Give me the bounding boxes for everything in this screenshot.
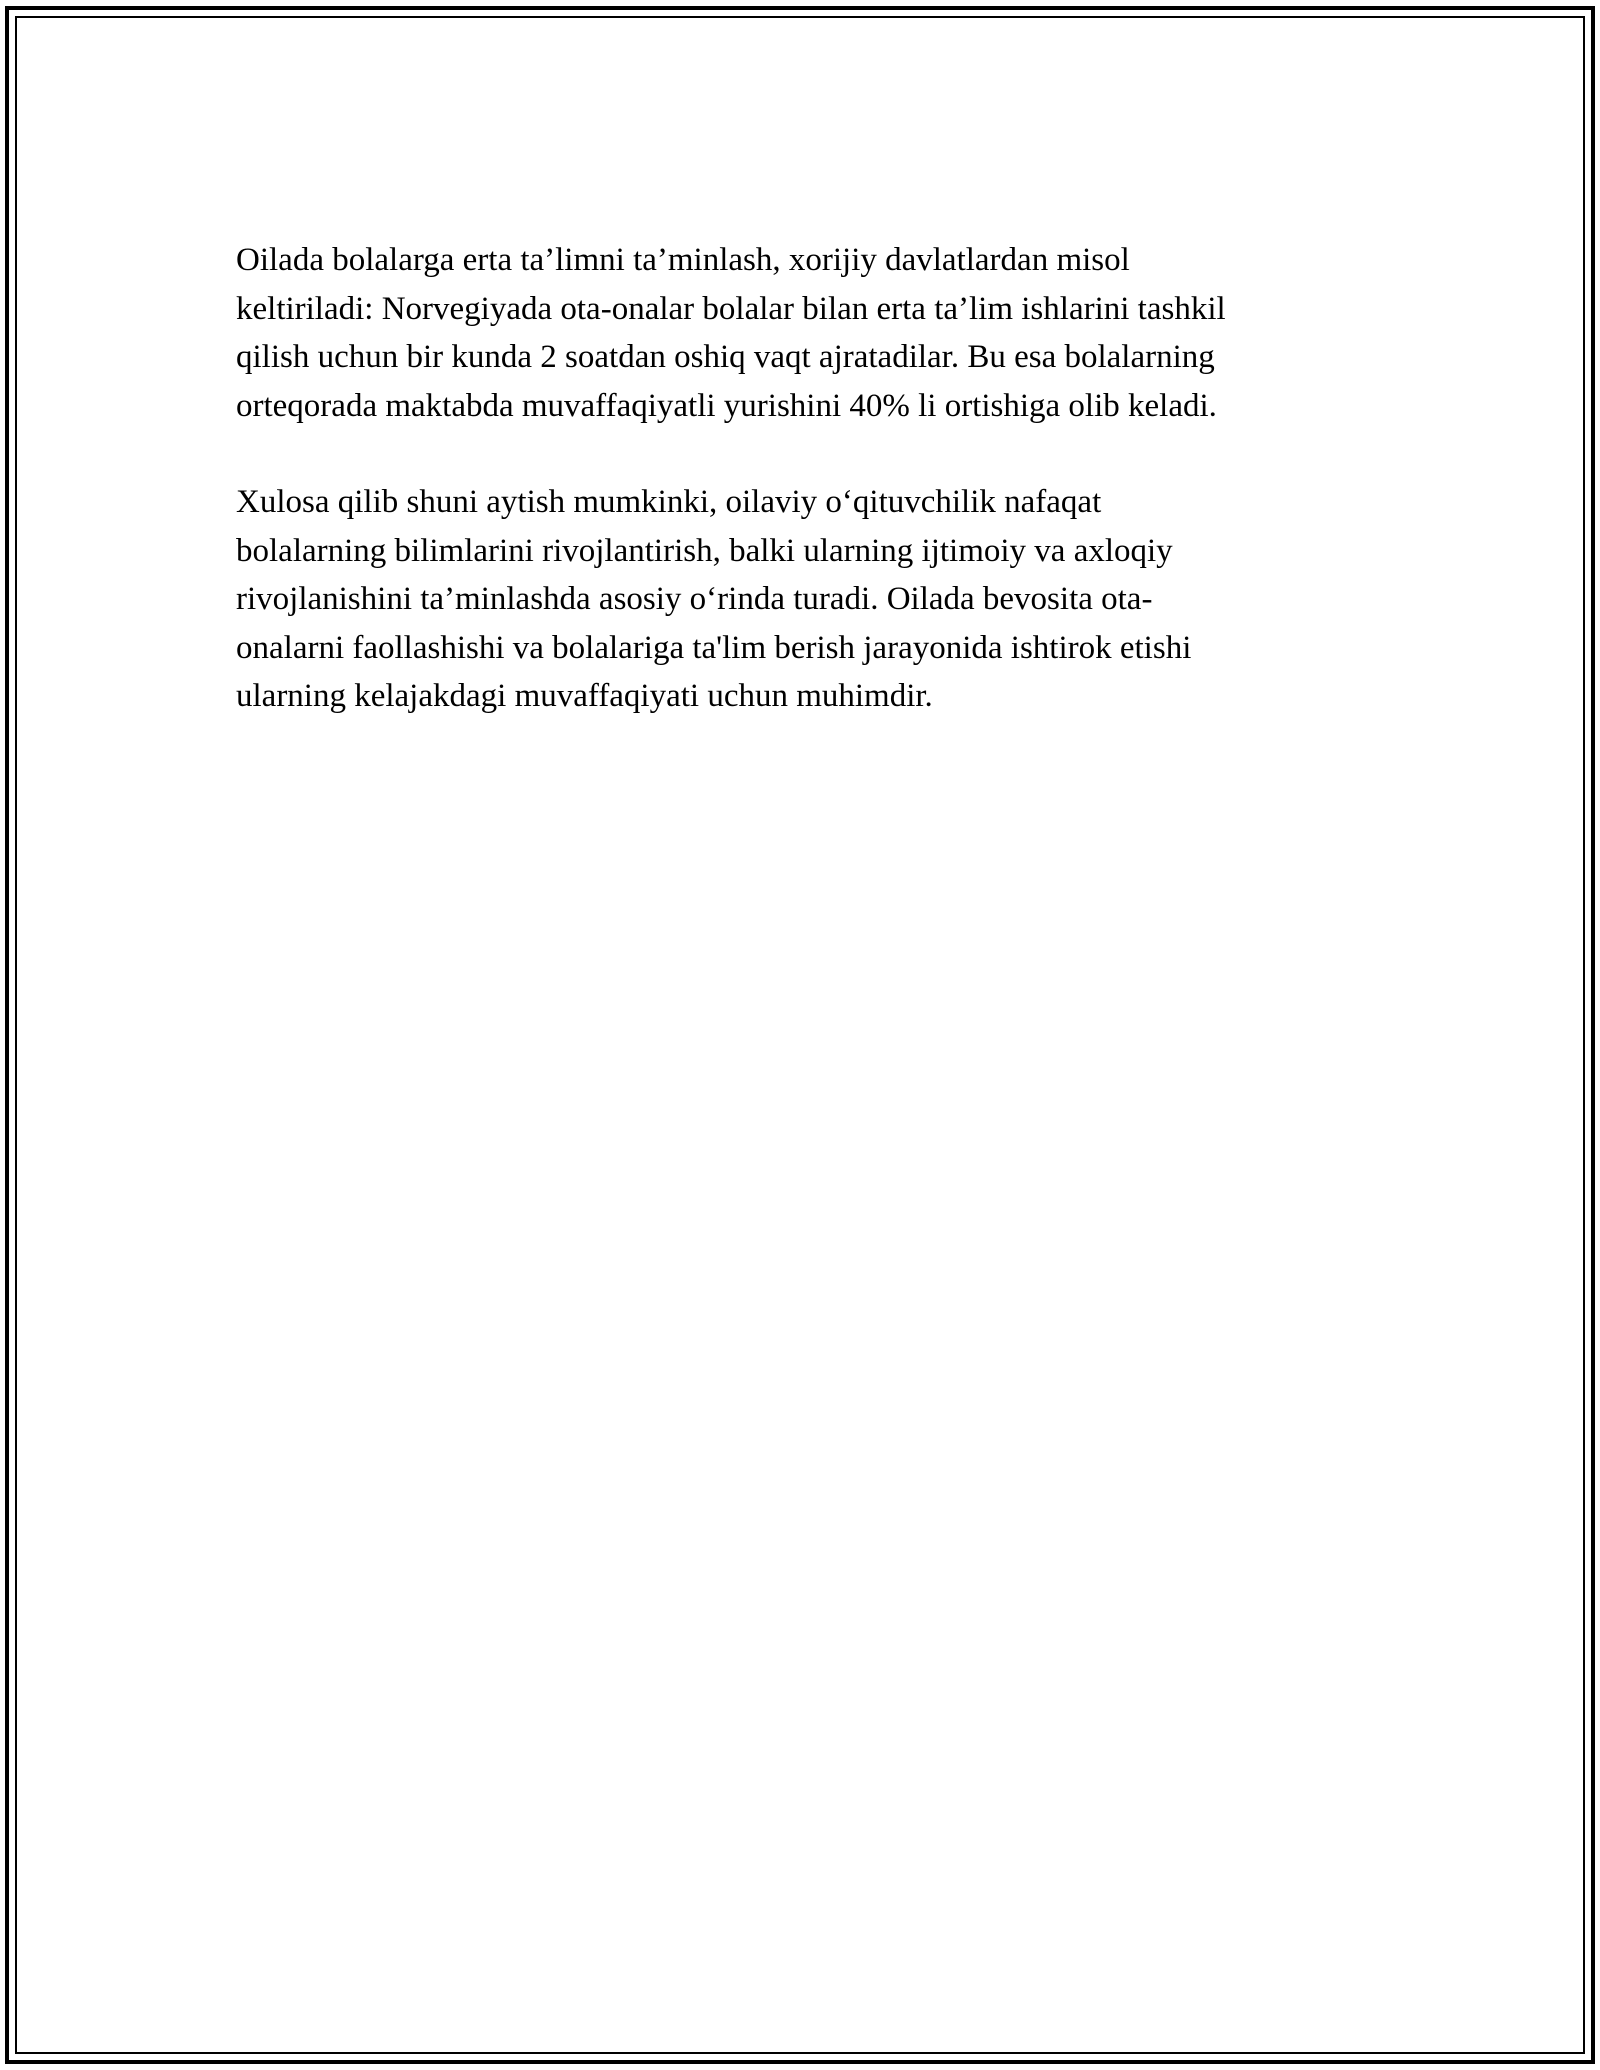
text-line: onalarni faollashishi va bolalariga ta'lim berish jarayonida ishtirok etishi bbox=[236, 629, 1192, 666]
text-line: bolalarning bilimlarini rivojlantirish, balki ularning ijtimoiy va axloqiy bbox=[236, 532, 1173, 569]
text-line: rivojlanishini ta’minlashda asosiy o‘rinda turadi. Oilada bevosita ota- bbox=[236, 581, 1153, 617]
text-line: Oilada bolalarga erta ta’limni ta’minlash, xorijiy davlatlardan misol bbox=[236, 242, 1130, 278]
document-body bbox=[236, 236, 1366, 721]
text-line: ularning kelajakdagi muvaffaqiyati uchun muhimdir. bbox=[236, 678, 933, 714]
text-line: keltiriladi: Norvegiyada ota-onalar bolalar bilan erta ta’lim ishlarini tashkil bbox=[236, 290, 1226, 327]
paragraph-norway-example bbox=[236, 236, 1366, 430]
text-line: orteqorada maktabda muvaffaqiyatli yurishini 40% li ortishiga olib keladi. bbox=[236, 387, 1217, 424]
paragraph-conclusion bbox=[236, 478, 1366, 721]
text-line: qilish uchun bir kunda 2 soatdan oshiq vaqt ajratadilar. Bu esa bolalarning bbox=[236, 339, 1215, 375]
text-line: Xulosa qilib shuni aytish mumkinki, oilaviy o‘qituvchilik nafaqat bbox=[236, 484, 1102, 520]
